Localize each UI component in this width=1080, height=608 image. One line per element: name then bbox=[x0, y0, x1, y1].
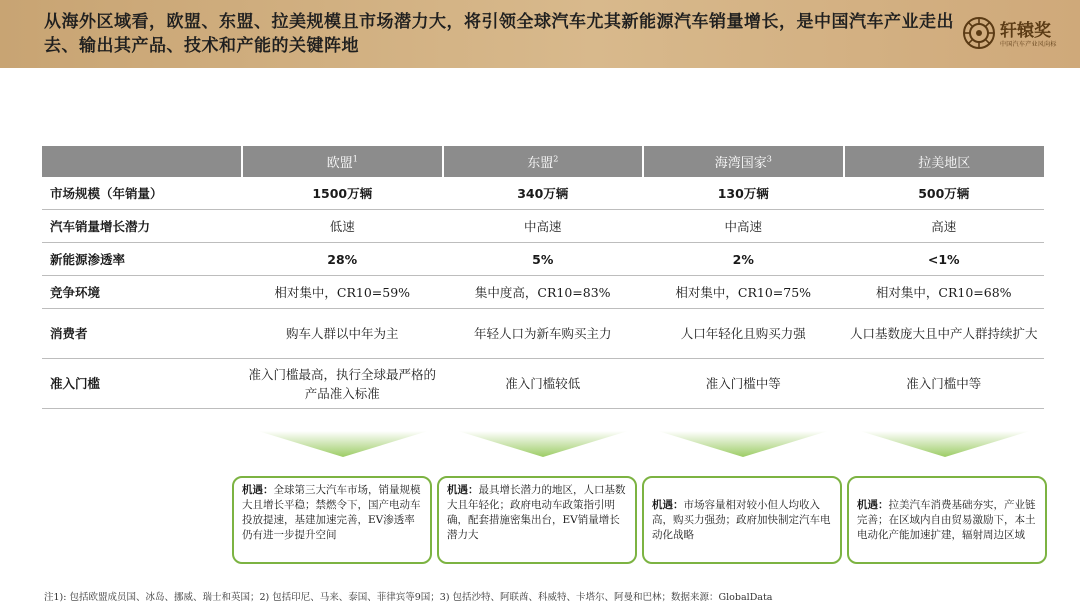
brand-logo bbox=[962, 14, 1072, 54]
chevron-down-icon bbox=[860, 431, 1030, 457]
header-cell-latam: 拉美地区 bbox=[844, 146, 1045, 177]
logo-text: 轩辕奖 bbox=[1000, 21, 1051, 41]
table-row bbox=[42, 243, 1044, 276]
table-cell: 准入门槛中等 bbox=[643, 359, 844, 409]
table-cell: <1% bbox=[844, 243, 1045, 276]
table-row bbox=[42, 309, 1044, 359]
row-label: 竞争环境 bbox=[42, 276, 242, 309]
row-label: 汽车销量增长潜力 bbox=[42, 210, 242, 243]
table-row bbox=[42, 177, 1044, 210]
opportunity-box-latam: 机遇：拉美汽车消费基础夯实，产业链完善；在区域内自由贸易激励下，本土电动化产能加速扩建，辐射周边区域 bbox=[847, 476, 1047, 564]
logo-subtitle: 中国汽车产业风向标 bbox=[1000, 41, 1057, 48]
opportunity-prefix: 机遇 bbox=[242, 484, 263, 496]
chevron-down-icon bbox=[258, 431, 428, 457]
table-cell: 低速 bbox=[242, 210, 443, 243]
table-cell: 中高速 bbox=[643, 210, 844, 243]
footnote: 注1): 包括欧盟成员国、冰岛、挪威、瑞士和英国；2) 包括印尼、马来、泰国、菲律宾等9国；3) 包括沙特、阿联酋、科威特、卡塔尔、阿曼和巴林；数据来源：GlobalData bbox=[44, 592, 773, 603]
table-cell: 340万辆 bbox=[443, 177, 644, 210]
page-title: 从海外区域看，欧盟、东盟、拉美规模且市场潜力大，将引领全球汽车尤其新能源汽车销量增长，是中国汽车产业走出去、输出其产品、技术和产能的关键阵地 bbox=[44, 12, 954, 56]
table-cell: 相对集中，CR10=68% bbox=[844, 276, 1045, 309]
table-cell: 2% bbox=[643, 243, 844, 276]
table-cell: 中高速 bbox=[443, 210, 644, 243]
region-comparison-table bbox=[42, 146, 1044, 409]
table-cell: 人口年轻化且购买力强 bbox=[643, 309, 844, 359]
header-banner bbox=[0, 0, 1080, 68]
table-cell: 相对集中，CR10=75% bbox=[643, 276, 844, 309]
opportunity-prefix: 机遇 bbox=[447, 484, 468, 496]
table-cell: 1500万辆 bbox=[242, 177, 443, 210]
table-cell: 准入门槛较低 bbox=[443, 359, 644, 409]
row-label: 准入门槛 bbox=[42, 359, 242, 409]
chevron-down-icon bbox=[658, 431, 828, 457]
opportunity-prefix: 机遇 bbox=[652, 498, 673, 511]
opportunity-text: 拉美汽车消费基础夯实，产业链完善；在区域内自由贸易激励下，本土电动化产能加速扩建，辐射周边区域 bbox=[857, 498, 1036, 541]
table-row bbox=[42, 210, 1044, 243]
header-cell-gulf: 海湾国家$^3$ bbox=[643, 146, 844, 177]
opportunity-text: 全球第三大汽车市场，销量规模大且增长平稳；禁燃令下，国产电动车投放提速，基建加速完善，EV渗透率仍有进一步提升空间 bbox=[242, 484, 421, 541]
logo-emblem-icon bbox=[962, 16, 996, 50]
header-cell-empty bbox=[42, 146, 242, 177]
table-header-row bbox=[42, 146, 1044, 177]
table-cell: 准入门槛最高，执行全球最严格的产品准入标准 bbox=[242, 359, 443, 409]
table-cell: 人口基数庞大且中产人群持续扩大 bbox=[844, 309, 1045, 359]
table-cell: 500万辆 bbox=[844, 177, 1045, 210]
table-cell: 年轻人口为新车购买主力 bbox=[443, 309, 644, 359]
table-cell: 集中度高，CR10=83% bbox=[443, 276, 644, 309]
table-cell: 相对集中，CR10=59% bbox=[242, 276, 443, 309]
table-row bbox=[42, 276, 1044, 309]
header-cell-eu: 欧盟$^1$ bbox=[242, 146, 443, 177]
opportunity-text: 最具增长潜力的地区，人口基数大且年轻化；政府电动车政策指引明确，配套措施密集出台，EV销量增长潜力大 bbox=[447, 484, 626, 541]
table-row bbox=[42, 359, 1044, 409]
row-label: 新能源渗透率 bbox=[42, 243, 242, 276]
row-label: 市场规模（年销量） bbox=[42, 177, 242, 210]
header-cell-asean: 东盟$^2$ bbox=[443, 146, 644, 177]
opportunity-box-gulf: 机遇：市场容量相对较小但人均收入高，购买力强劲；政府加快制定汽车电动化战略 bbox=[642, 476, 842, 564]
table-cell: 购车人群以中年为主 bbox=[242, 309, 443, 359]
table-cell: 准入门槛中等 bbox=[844, 359, 1045, 409]
opportunity-box-eu: 机遇：全球第三大汽车市场，销量规模大且增长平稳；禁燃令下，国产电动车投放提速，基建加速完善，EV渗透率仍有进一步提升空间 bbox=[232, 476, 432, 564]
opportunity-box-asean: 机遇：最具增长潜力的地区，人口基数大且年轻化；政府电动车政策指引明确，配套措施密集出台，EV销量增长潜力大 bbox=[437, 476, 637, 564]
table-cell: 130万辆 bbox=[643, 177, 844, 210]
table-cell: 高速 bbox=[844, 210, 1045, 243]
chevron-down-icon bbox=[458, 431, 628, 457]
row-label: 消费者 bbox=[42, 309, 242, 359]
opportunity-text: 市场容量相对较小但人均收入高，购买力强劲；政府加快制定汽车电动化战略 bbox=[652, 498, 831, 541]
opportunity-prefix: 机遇 bbox=[857, 498, 878, 511]
table-cell: 28% bbox=[242, 243, 443, 276]
table-cell: 5% bbox=[443, 243, 644, 276]
